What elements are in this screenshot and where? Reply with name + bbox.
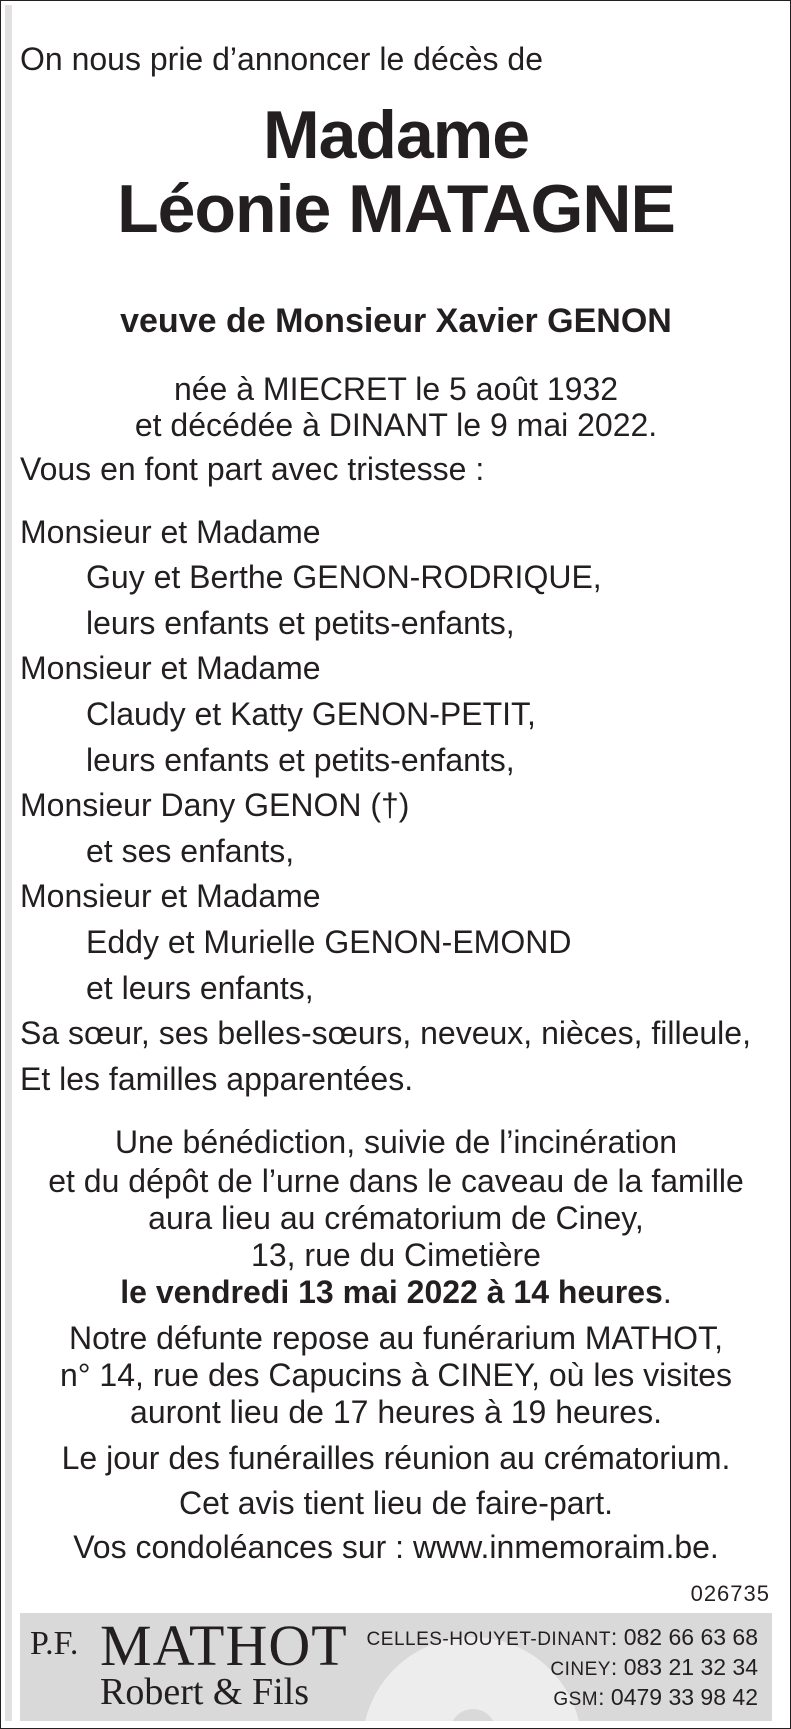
condolences-note: Vos condoléances sur : www.inmemoraim.be. [73,1529,719,1565]
family-line: Monsieur et Madame [20,514,321,550]
family-line: leurs enfants et petits-enfants, [86,742,515,778]
contact-phone: : 083 21 32 34 [610,1654,758,1680]
family-line: et leurs enfants, [86,970,314,1006]
visit-line: n° 14, rue des Capucins à CINEY, où les visites [59,1357,733,1393]
left-rule [5,5,12,1721]
ceremony-address: 13, rue du Cimetière [251,1237,541,1273]
ceremony-date-bold: le vendredi 13 mai 2022 à 14 heures [120,1274,663,1310]
contact-label: CINEY [550,1659,611,1680]
contact-line [367,1623,758,1654]
deceased-title: Madame [262,97,530,173]
ceremony-line: aura lieu au crématorium de Ciney, [148,1200,644,1236]
ceremony-date-end: . [662,1274,672,1310]
faire-part-note: Cet avis tient lieu de faire-part. [179,1485,613,1521]
contact-label: GSM [553,1689,599,1710]
family-line: Et les familles apparentées. [20,1061,414,1097]
birth-line: née à MIECRET le 5 août 1932 [173,371,619,407]
spouse-line: veuve de Monsieur Xavier GENON [120,302,672,340]
funeral-home-banner [20,1613,772,1721]
intro-text: On nous prie d’annoncer le décès de [20,41,544,77]
ceremony-date [20,1273,772,1311]
announce-line: Vous en font part avec tristesse : [20,451,485,487]
reference-number: 026735 [690,1581,770,1606]
family-line: Monsieur Dany GENON (†) [20,787,410,823]
brand-subtitle: Robert & Fils [100,1671,310,1713]
family-line: Sa sœur, ses belles-sœurs, neveux, nièces, filleule, [20,1015,751,1051]
family-line: Guy et Berthe GENON-RODRIQUE, [86,559,602,595]
family-line: Monsieur et Madame [20,650,321,686]
contact-line [550,1653,758,1684]
contact-phone: : 0479 33 98 42 [598,1684,758,1710]
family-line: Eddy et Murielle GENON-EMOND [86,924,572,960]
contact-line [553,1683,758,1714]
ceremony-line: Une bénédiction, suivie de l’incinération [114,1124,678,1160]
visit-line: Notre défunte repose au funérarium MATHOT, [69,1320,723,1356]
death-line: et décédée à DINANT le 9 mai 2022. [134,407,658,443]
brand-prefix: P.F. [30,1625,79,1662]
visit-line: auront lieu de 17 heures à 19 heures. [130,1394,662,1430]
family-line: et ses enfants, [86,833,295,869]
family-line: Claudy et Katty GENON-PETIT, [86,696,536,732]
reunion-note: Le jour des funérailles réunion au crématorium. [61,1440,731,1476]
contact-phone: : 082 66 63 68 [610,1624,758,1650]
ceremony-line: et du dépôt de l’urne dans le caveau de la famille [48,1163,744,1199]
brand-name: MATHOT [100,1613,348,1678]
family-line: leurs enfants et petits-enfants, [86,605,515,641]
deceased-name: Léonie MATAGNE [117,171,675,247]
family-line: Monsieur et Madame [20,878,321,914]
contact-label: CELLES-HOUYET-DINANT [366,1629,611,1650]
